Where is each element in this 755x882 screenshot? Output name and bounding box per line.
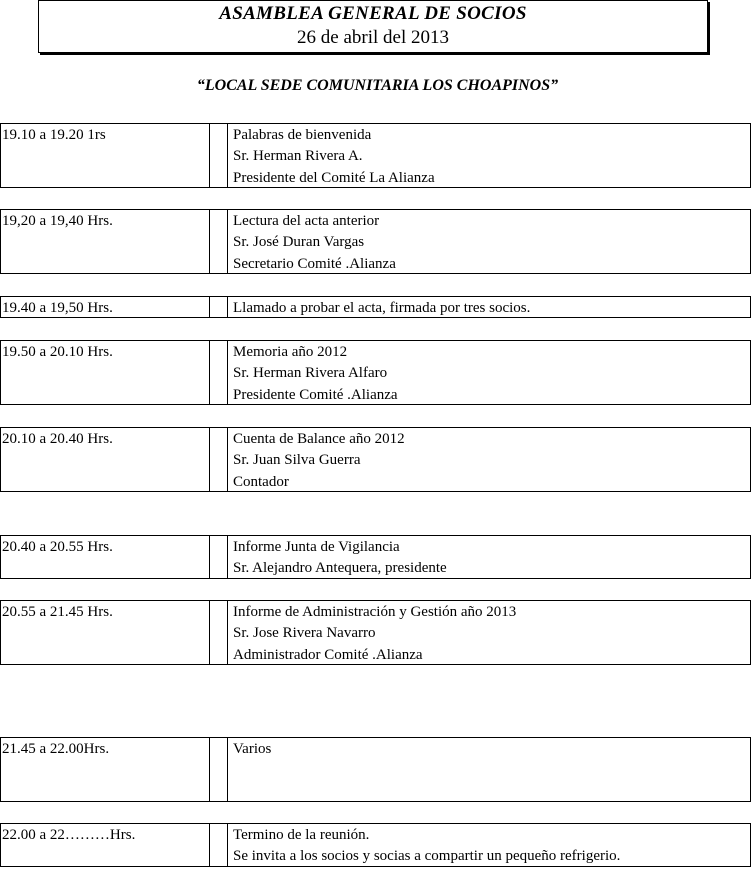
agenda-time: 20.10 a 20.40 Hrs. <box>2 431 113 447</box>
agenda-time: 19.10 a 19.20 1rs <box>2 127 106 143</box>
agenda-description-line: Informe Junta de Vigilancia <box>233 539 400 555</box>
agenda-description <box>233 211 746 275</box>
agenda-description-line: Sr. José Duran Vargas <box>233 234 365 251</box>
agenda-row <box>0 600 751 665</box>
agenda-time: 19,20 a 19,40 Hrs. <box>2 213 113 229</box>
agenda-description-line: Sr. Jose Rivera Navarro <box>233 625 376 642</box>
agenda-description-line: Sr. Herman Rivera A. <box>233 148 363 165</box>
document-date: 26 de abril del 2013 <box>297 27 449 48</box>
agenda-description-line: Secretario Comité .Alianza <box>233 255 396 272</box>
agenda-spacer-cell <box>209 297 228 317</box>
agenda-description <box>233 602 746 666</box>
agenda-description-line: Lectura del acta anterior <box>233 213 380 229</box>
agenda-row <box>0 737 751 802</box>
agenda-description-line: Palabras de bienvenida <box>233 127 372 143</box>
agenda-description-line: Varios <box>233 741 272 757</box>
agenda-row <box>0 823 751 867</box>
agenda-spacer-cell <box>209 824 228 866</box>
agenda-row <box>0 209 751 274</box>
document-title: ASAMBLEA GENERAL DE SOCIOS <box>219 3 527 24</box>
agenda-time: 21.45 a 22.00Hrs. <box>2 741 110 757</box>
agenda-description-line: Presidente del Comité La Alianza <box>233 169 435 186</box>
agenda-time: 19.40 a 19,50 Hrs. <box>2 300 113 316</box>
agenda-description-line: Memoria año 2012 <box>233 344 348 360</box>
location-heading: “LOCAL SEDE COMUNITARIA LOS CHOAPINOS” <box>196 77 559 94</box>
agenda-description-line: Llamado a probar el acta, firmada por tres socios. <box>233 300 531 316</box>
agenda-description <box>233 298 746 319</box>
agenda-description <box>233 739 746 760</box>
agenda-time: 19.50 a 20.10 Hrs. <box>2 344 113 360</box>
agenda-row <box>0 427 751 492</box>
agenda-description <box>233 342 746 406</box>
agenda-description-line: Informe de Administración y Gestión año 2013 <box>233 604 517 620</box>
agenda-spacer-cell <box>209 428 228 491</box>
agenda-description <box>233 125 746 189</box>
agenda-spacer-cell <box>209 341 228 404</box>
title-box <box>38 0 708 53</box>
agenda-time: 22.00 a 22………Hrs. <box>2 827 136 843</box>
agenda-row <box>0 535 751 579</box>
agenda-description-line: Cuenta de Balance año 2012 <box>233 431 405 447</box>
agenda-description-line: Presidente Comité .Alianza <box>233 386 398 403</box>
agenda-description <box>233 537 746 580</box>
agenda-description-line: Sr. Juan Silva Guerra <box>233 452 361 469</box>
agenda-description <box>233 429 746 493</box>
agenda-row <box>0 340 751 405</box>
agenda-row <box>0 123 751 188</box>
agenda-description-line: Se invita a los socios y socias a compartir un pequeño refrigerio. <box>233 848 621 865</box>
agenda-description-line: Sr. Alejandro Antequera, presidente <box>233 560 447 577</box>
agenda-spacer-cell <box>209 738 228 801</box>
agenda-spacer-cell <box>209 124 228 187</box>
agenda-spacer-cell <box>209 536 228 578</box>
agenda-description-line: Contador <box>233 473 289 490</box>
agenda-time: 20.55 a 21.45 Hrs. <box>2 604 113 620</box>
agenda-row <box>0 296 751 318</box>
agenda-time: 20.40 a 20.55 Hrs. <box>2 539 113 555</box>
agenda-spacer-cell <box>209 210 228 273</box>
agenda-spacer-cell <box>209 601 228 664</box>
agenda-description-line: Termino de la reunión. <box>233 827 370 843</box>
agenda-description-line: Administrador Comité .Alianza <box>233 646 423 663</box>
agenda-description <box>233 825 746 868</box>
agenda-description-line: Sr. Herman Rivera Alfaro <box>233 365 388 382</box>
